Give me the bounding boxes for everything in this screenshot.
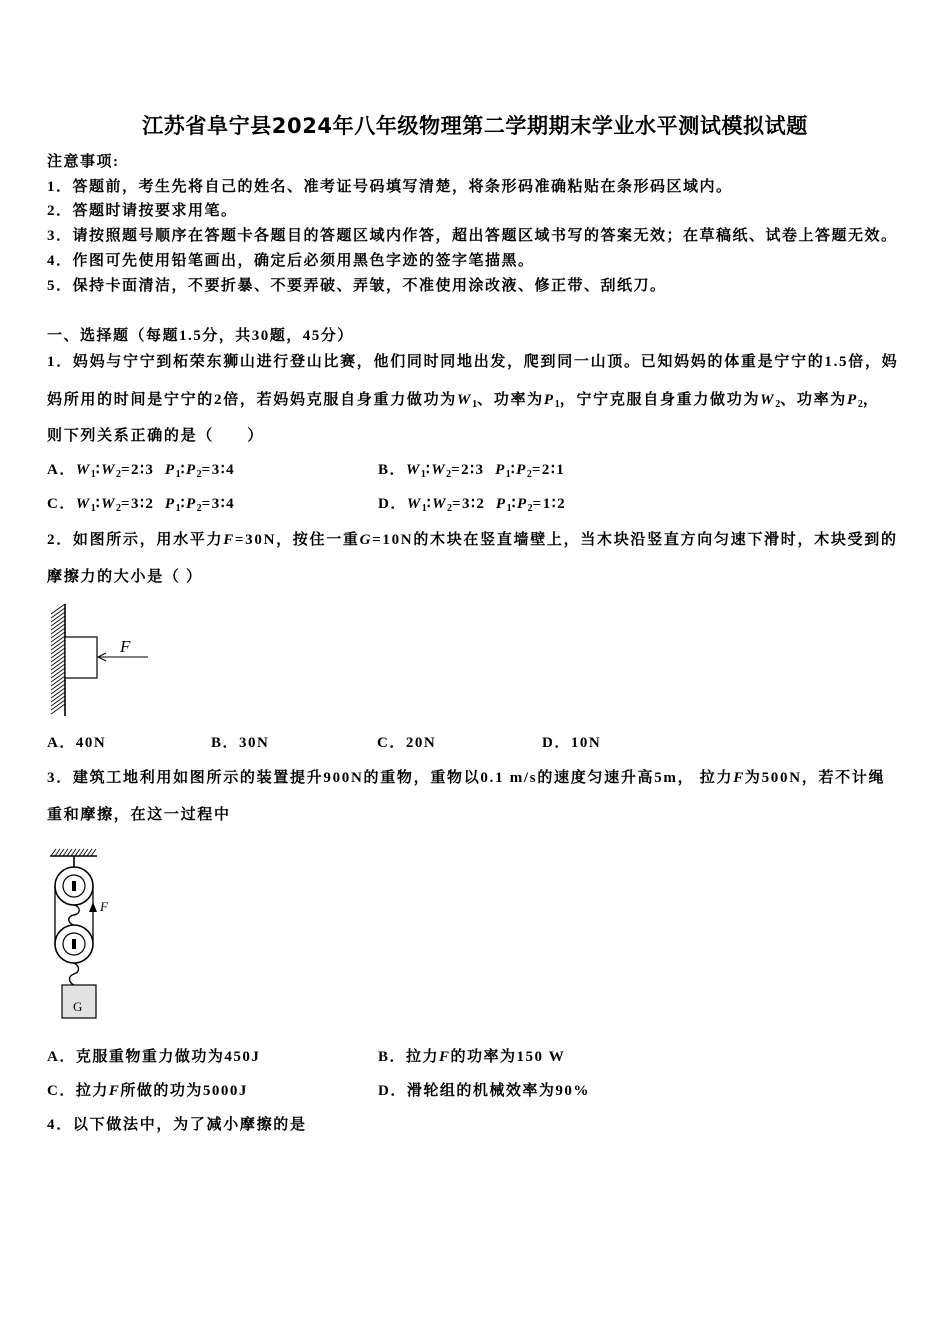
question-2-option-a <box>47 733 197 757</box>
subscript: 1 <box>506 503 512 514</box>
variable-symbol: W <box>760 392 776 408</box>
text-run: ∶ <box>425 462 432 478</box>
wooden-block <box>65 637 97 678</box>
text-run: 、功率为 <box>477 392 544 408</box>
subscript: 2 <box>527 503 533 514</box>
question-1-option-c <box>47 494 367 518</box>
text-run: 重和摩擦，在这一过程中 <box>47 807 231 823</box>
subscript: 1 <box>90 469 96 480</box>
subscript: 2 <box>196 469 202 480</box>
question-1-option-b <box>378 460 898 484</box>
variable-symbol: W <box>406 462 421 478</box>
wall-block-figure <box>44 600 154 720</box>
text-run: =10N的木块在竖直墙壁上，当木块沿竖直方向匀速下滑时，木块受到的 <box>372 532 898 548</box>
question-2-line-2 <box>47 567 910 591</box>
text-run: =3∶4 <box>201 496 236 512</box>
variable-symbol: P <box>185 462 197 478</box>
question-3-line-1 <box>47 768 910 792</box>
text-run: =2∶1 <box>531 462 566 478</box>
text-run: B．拉力 <box>378 1049 440 1065</box>
wall-hatching <box>51 604 65 714</box>
question-1-line-2 <box>47 390 910 414</box>
subscript: 2 <box>196 503 202 514</box>
subscript: 1 <box>175 469 181 480</box>
question-1-option-a <box>47 460 367 484</box>
variable-symbol: P <box>495 496 507 512</box>
question-1-line-3 <box>47 426 910 450</box>
exam-title: 江苏省阜宁县2024年八年级物理第二学期期末学业水平测试模拟试题 <box>142 114 808 138</box>
text-run: ∶ <box>510 462 517 478</box>
movable-pulley <box>55 925 93 963</box>
text-run: A．克服重物重力做功为450J <box>47 1049 261 1065</box>
text-run: 2．如图所示，用水平力 <box>47 532 224 548</box>
notice-item-4: 4．作图可先使用铅笔画出，确定后必须用黑色字迹的签字笔描黑。 <box>47 253 535 269</box>
variable-symbol: W <box>431 462 447 478</box>
fixed-pulley <box>55 867 93 905</box>
subscript: 2 <box>115 503 121 514</box>
question-3-option-d <box>378 1081 898 1105</box>
subscript: 2 <box>857 399 863 410</box>
variable-symbol: W <box>101 462 116 478</box>
notice-item-5: 5．保持卡面清洁，不要折暴、不要弄破、弄皱，不准使用涂改液、修正带、刮纸刀。 <box>47 278 667 294</box>
variable-symbol: F <box>439 1049 451 1065</box>
text-run: 则下列关系正确的是（ ） <box>47 428 265 444</box>
subscript: 1 <box>90 503 96 514</box>
subscript: 1 <box>505 469 511 480</box>
question-3-option-c <box>47 1081 367 1105</box>
variable-symbol: P <box>185 496 197 512</box>
notice-item-1: 1．答题前，考生先将自己的姓名、准考证号码填写清楚，将条形码准确粘贴在条形码区域内。 <box>47 179 733 195</box>
variable-symbol: F <box>733 770 745 786</box>
force-arrowhead <box>89 902 97 912</box>
text-run: =2∶3 <box>451 462 496 478</box>
question-3-option-a <box>47 1047 367 1071</box>
text-run: 1．妈妈与宁宁到柘荣东狮山进行登山比赛，他们同时同地出发，爬到同一山顶。已知妈妈的体重是宁宁的1.5倍，妈 <box>47 354 899 370</box>
question-3-option-b <box>378 1047 898 1071</box>
force-label: F <box>100 899 108 914</box>
middle-hook <box>69 905 80 925</box>
text-run: =3∶4 <box>201 462 236 478</box>
weight-label: G <box>73 999 83 1014</box>
text-run: A． <box>47 462 76 478</box>
question-3-line-2 <box>47 805 910 829</box>
text-run: C．拉力 <box>47 1083 109 1099</box>
pulley-figure <box>44 845 124 1025</box>
text-run: 的功率为150 W <box>450 1049 566 1065</box>
text-run: D．滑轮组的机械效率为90% <box>378 1083 590 1099</box>
text-run: D．10N <box>542 735 602 751</box>
notice-item-3: 3．请按照题号顺序在答题卡各题目的答题区域内作答，超出答题区域书写的答案无效；在草稿纸、试卷上答题无效。 <box>47 228 898 244</box>
text-run: B．30N <box>211 735 270 751</box>
variable-symbol: F <box>108 1083 121 1099</box>
variable-symbol: W <box>406 496 422 512</box>
text-run: 3．建筑工地利用如图所示的装置提升900N的重物，重物以0.1 m/s的速度匀速升高5m， 拉力 <box>47 770 734 786</box>
text-run: ∶ <box>95 462 102 478</box>
subscript: 2 <box>446 503 452 514</box>
ceiling-hatching <box>51 849 96 856</box>
text-run: =3∶2 <box>120 496 165 512</box>
question-2-option-b <box>211 733 361 757</box>
notice-item-2: 2．答题时请按要求用笔。 <box>47 203 238 219</box>
question-1-option-d <box>378 494 898 518</box>
question-2-line-1 <box>47 530 910 554</box>
text-run: ∶ <box>511 496 517 512</box>
text-run: C．20N <box>377 735 437 751</box>
text-run: ∶ <box>180 496 186 512</box>
variable-symbol: P <box>543 392 555 408</box>
text-run: ∶ <box>426 496 433 512</box>
subscript: 1 <box>420 469 426 480</box>
text-run: =2∶3 <box>120 462 165 478</box>
section-heading: 一、选择题（每题1.5分，共30题，45分） <box>47 328 354 344</box>
force-label: F <box>120 637 131 656</box>
text-run: =3∶2 <box>451 496 496 512</box>
variable-symbol: G <box>359 532 373 548</box>
text-run: 妈所用的时间是宁宁的2倍，若妈妈克服自身重力做功为 <box>47 392 458 408</box>
text-run: 为500N，若不计绳 <box>744 770 886 786</box>
text-run: C． <box>47 496 76 512</box>
text-run: 摩擦力的大小是（ ） <box>47 569 203 585</box>
variable-symbol: P <box>516 462 527 478</box>
text-run: 所做的功为5000J <box>120 1083 248 1099</box>
text-run: ，宁宁克服自身重力做功为 <box>559 392 761 408</box>
text-run: ， <box>862 392 880 408</box>
variable-symbol: W <box>75 462 91 478</box>
subscript: 1 <box>554 399 560 410</box>
text-run: ∶ <box>180 462 186 478</box>
text-run: ∶ <box>95 496 102 512</box>
text-run: =1∶2 <box>532 496 567 512</box>
text-run: 4．以下做法中，为了减小摩擦的是 <box>47 1117 307 1133</box>
variable-symbol: W <box>75 496 91 512</box>
notice-heading: 注意事项: <box>47 154 120 170</box>
question-4-line-1 <box>47 1115 910 1139</box>
variable-symbol: P <box>847 392 858 408</box>
text-run: =30N，按住一重 <box>234 532 360 548</box>
question-1-line-1 <box>47 352 910 376</box>
variable-symbol: P <box>164 496 176 512</box>
subscript: 2 <box>115 469 121 480</box>
bottom-hook <box>70 963 79 985</box>
subscript: 1 <box>421 503 427 514</box>
subscript: 1 <box>472 399 478 410</box>
question-2-option-c <box>377 733 527 757</box>
variable-symbol: P <box>164 462 176 478</box>
subscript: 1 <box>175 503 181 514</box>
variable-symbol: F <box>223 532 235 548</box>
text-run: B． <box>378 462 407 478</box>
variable-symbol: W <box>457 392 473 408</box>
variable-symbol: P <box>495 462 506 478</box>
variable-symbol: W <box>432 496 447 512</box>
text-run: D． <box>378 496 407 512</box>
subscript: 2 <box>446 469 452 480</box>
variable-symbol: P <box>516 496 528 512</box>
text-run: A．40N <box>47 735 107 751</box>
question-2-option-d <box>542 733 692 757</box>
text-run: 、功率为 <box>780 392 848 408</box>
variable-symbol: W <box>101 496 116 512</box>
subscript: 2 <box>526 469 532 480</box>
subscript: 2 <box>775 399 781 410</box>
